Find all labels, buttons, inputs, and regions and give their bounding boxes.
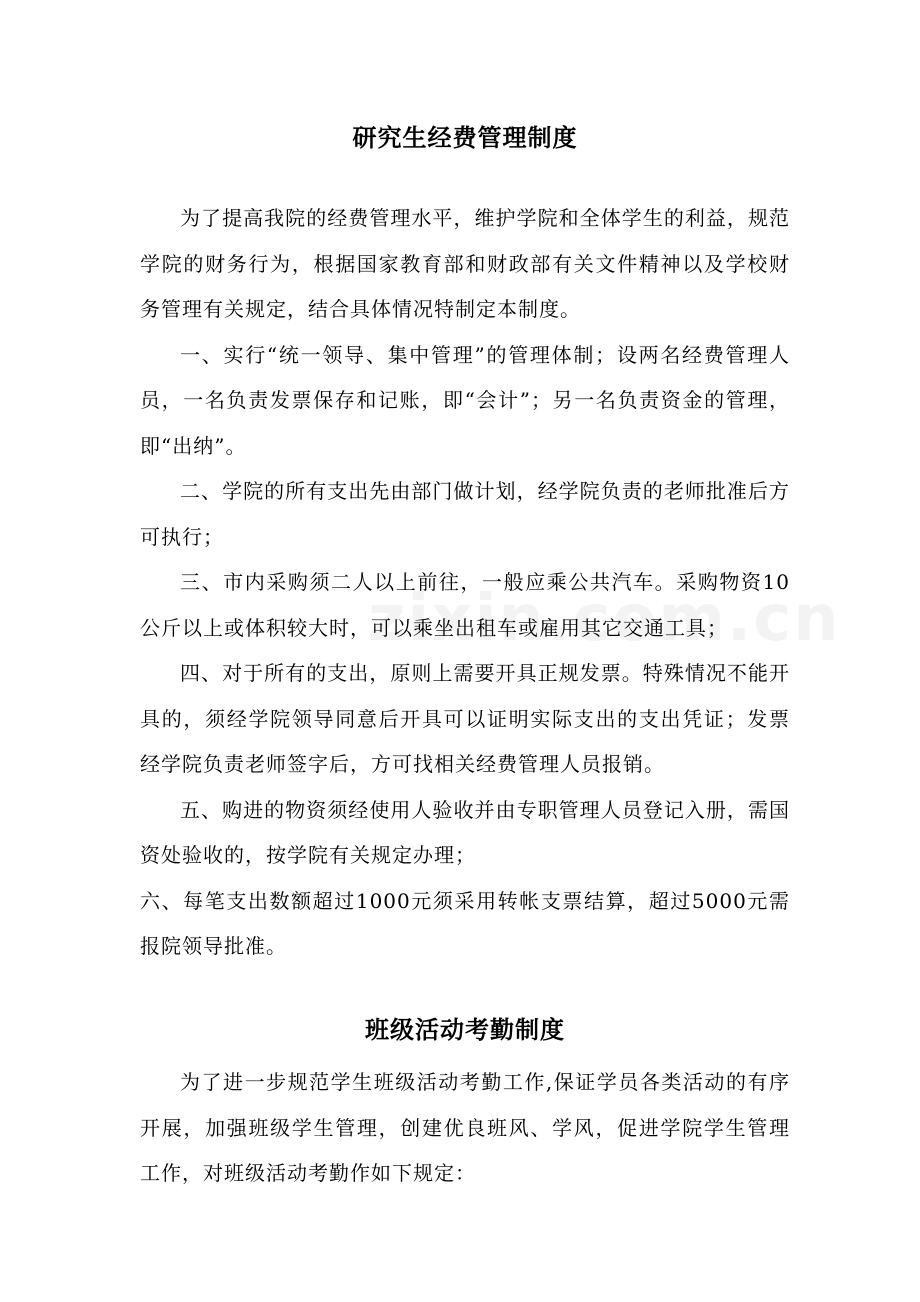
section-title: 研究生经费管理制度 xyxy=(352,123,578,152)
paragraph-intro: 为了进一步规范学生班级活动考勤工作,保证学员各类活动的有序开展，加强班级学生管理，创建优良班风、学风，促进学院学生管理工作，对班级活动考勤作如下规定： xyxy=(140,1070,790,1185)
paragraph-rule-1: 一、实行“统一领导、集中管理”的管理体制；设两名经费管理人员，一名负责发票保存和记账，即“会计”；另一名负责资金的管理，即“出纳”。 xyxy=(140,342,790,458)
section-funding-management xyxy=(140,118,790,970)
section-class-attendance xyxy=(140,1010,790,1197)
paragraph-rule-2: 二、学院的所有支出先由部门做计划，经学院负责的老师批准后方可执行； xyxy=(140,479,790,549)
paragraph-rule-4: 四、对于所有的支出，原则上需要开具正规发票。特殊情况不能开具的，须经学院领导同意后开具可以证明实际支出的支出凭证；发票经学院负责老师签字后，方可找相关经费管理人员报销。 xyxy=(140,661,790,776)
section-title: 班级活动考勤制度 xyxy=(365,1015,565,1044)
paragraph-intro: 为了提高我院的经费管理水平，维护学院和全体学生的利益，规范学院的财务行为，根据国家教育部和财政部有关文件精神以及学校财务管理有关规定，结合具体情况特制定本制度。 xyxy=(140,206,790,321)
paragraph-rule-3: 三、市内采购须二人以上前往，一般应乘公共汽车。采购物资10公斤以上或体积较大时，可以乘坐出租车或雇用其它交通工具； xyxy=(140,570,790,640)
paragraph-rule-6: 六、每笔支出数额超过1000元须采用转帐支票结算，超过5000元需报院领导批准。 xyxy=(140,888,790,958)
paragraph-rule-5: 五、购进的物资须经使用人验收并由专职管理人员登记入册，需国资处验收的，按学院有关规定办理； xyxy=(140,797,790,867)
watermark-text xyxy=(368,582,841,656)
